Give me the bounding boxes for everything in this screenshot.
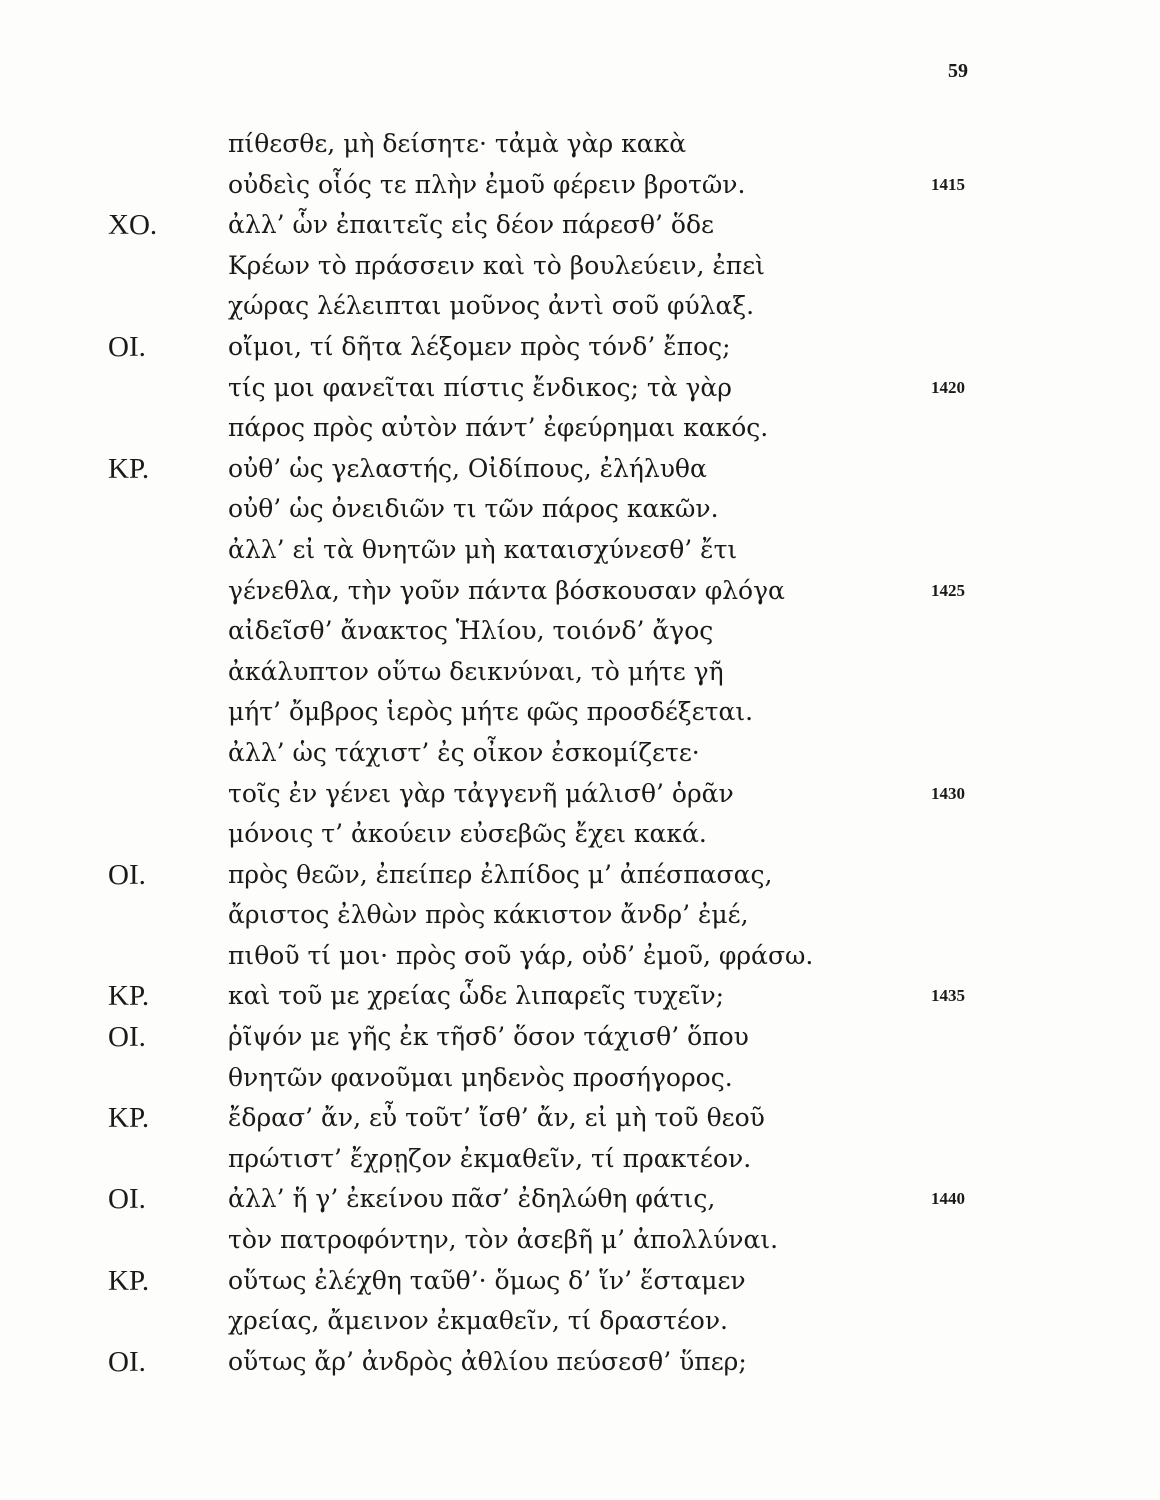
speaker-label: ΟΙ. — [108, 858, 146, 891]
page-number: 59 — [948, 60, 968, 82]
speaker-label: ΚΡ. — [108, 1102, 150, 1135]
line-number: 1430 — [931, 783, 965, 803]
speaker-label: ΟΙ. — [108, 1183, 146, 1216]
verse-line — [0, 1017, 1160, 1058]
verse-line — [0, 1261, 1160, 1302]
verse-text: χώρας λέλειπται μοῦνος ἀντὶ σοῦ φύλαξ. — [228, 291, 755, 321]
verse-line — [0, 1058, 1160, 1099]
speaker-label: ΟΙ. — [108, 1021, 146, 1054]
verse-line — [0, 571, 1160, 612]
verse-text: θνητῶν φανοῦμαι μηδενὸς προσήγορος. — [228, 1062, 733, 1092]
verse-text: πάρος πρὸς αὐτὸν πάντ’ ἐφεύρημαι κακός. — [228, 413, 769, 443]
verse-line — [0, 976, 1160, 1017]
verse-text: καὶ τοῦ με χρείας ὧδε λιπαρεῖς τυχεῖν; — [228, 981, 725, 1011]
verse-text: Κρέων τὸ πράσσειν καὶ τὸ βουλεύειν, ἐπεὶ — [228, 250, 765, 280]
speaker-label: ΚΡ. — [108, 980, 150, 1013]
verse-line — [0, 774, 1160, 815]
speaker-label: ΟΙ. — [108, 330, 146, 363]
verse-text: αἰδεῖσθ’ ἄνακτος Ἡλίου, τοιόνδ’ ἄγος — [228, 616, 714, 646]
verse-text: ἔδρασ’ ἄν, εὖ τοῦτ’ ἴσθ’ ἄν, εἰ μὴ τοῦ θεοῦ — [228, 1103, 765, 1133]
verse-line — [0, 530, 1160, 571]
speaker-label: ΚΡ. — [108, 452, 150, 485]
verse-text: τὸν πατροφόντην, τὸν ἀσεβῆ μ’ ἀπολλύναι. — [228, 1225, 779, 1255]
verse-text: πιθοῦ τί μοι· πρὸς σοῦ γάρ, οὐδ’ ἐμοῦ, φράσω. — [228, 940, 814, 970]
verse-text: μήτ’ ὄμβρος ἱερὸς μήτε φῶς προσδέξεται. — [228, 697, 754, 727]
verse-line — [0, 205, 1160, 246]
verse-text: μόνοις τ’ ἀκούειν εὐσεβῶς ἔχει κακά. — [228, 819, 707, 849]
verse-line — [0, 1139, 1160, 1180]
verse-text: ἄριστος ἐλθὼν πρὸς κάκιστον ἄνδρ’ ἐμέ, — [228, 900, 749, 930]
verse-text: οἴμοι, τί δῆτα λέξομεν πρὸς τόνδ’ ἔπος; — [228, 331, 731, 361]
verse-text: οὐθ’ ὡς ὀνειδιῶν τι τῶν πάρος κακῶν. — [228, 494, 719, 524]
verse-line — [0, 611, 1160, 652]
verse-text: χρείας, ἄμεινον ἐκμαθεῖν, τί δραστέον. — [228, 1306, 728, 1336]
verse-line — [0, 165, 1160, 206]
verse-line — [0, 936, 1160, 977]
speaker-label: ΚΡ. — [108, 1264, 150, 1297]
verse-text: ἀκάλυπτον οὕτω δεικνύναι, τὸ μήτε γῆ — [228, 656, 724, 686]
verse-line — [0, 733, 1160, 774]
verse-line — [0, 368, 1160, 409]
verse-line — [0, 489, 1160, 530]
verse-line — [0, 1342, 1160, 1383]
verse-line — [0, 652, 1160, 693]
verse-text: οὐθ’ ὡς γελαστής, Οἰδίπους, ἐλήλυθα — [228, 453, 707, 483]
verse-text: γένεθλα, τὴν γοῦν πάντα βόσκουσαν φλόγα — [228, 575, 785, 605]
verse-text: ἀλλ’ ὧν ἐπαιτεῖς εἰς δέον πάρεσθ’ ὅδε — [228, 210, 714, 240]
verse-line — [0, 246, 1160, 287]
verse-line — [0, 327, 1160, 368]
verse-text: οὕτως ἄρ’ ἀνδρὸς ἀθλίου πεύσεσθ’ ὕπερ; — [228, 1346, 747, 1376]
verse-line — [0, 1220, 1160, 1261]
verse-line — [0, 692, 1160, 733]
verse-line — [0, 1179, 1160, 1220]
verse-line — [0, 895, 1160, 936]
verse-text: οὕτως ἐλέχθη ταῦθ’· ὅμως δ’ ἵν’ ἕσταμεν — [228, 1265, 746, 1295]
verse-line — [0, 286, 1160, 327]
verse-text: ἀλλ’ εἰ τὰ θνητῶν μὴ καταισχύνεσθ’ ἔτι — [228, 534, 738, 564]
line-number: 1440 — [931, 1189, 965, 1209]
verse-lines — [0, 124, 1160, 1382]
line-number: 1425 — [931, 580, 965, 600]
verse-text: οὐδεὶς οἷός τε πλὴν ἐμοῦ φέρειν βροτῶν. — [228, 169, 746, 199]
verse-text: τίς μοι φανεῖται πίστις ἔνδικος; τὰ γὰρ — [228, 372, 733, 402]
verse-text: πίθεσθε, μὴ δείσητε· τἀμὰ γὰρ κακὰ — [228, 129, 687, 158]
speaker-label: ΟΙ. — [108, 1345, 146, 1378]
verse-line — [0, 408, 1160, 449]
line-number: 1435 — [931, 986, 965, 1006]
line-number: 1420 — [931, 377, 965, 397]
verse-line — [0, 124, 1160, 165]
verse-line — [0, 1301, 1160, 1342]
verse-text: ῥῖψόν με γῆς ἐκ τῆσδ’ ὅσον τάχισθ’ ὅπου — [228, 1022, 749, 1052]
line-number: 1415 — [931, 174, 965, 194]
speaker-label: ΧΟ. — [108, 209, 158, 242]
verse-text: ἀλλ’ ὡς τάχιστ’ ἐς οἶκον ἐσκομίζετε· — [228, 737, 700, 767]
verse-text: ἀλλ’ ἥ γ’ ἐκείνου πᾶσ’ ἐδηλώθη φάτις, — [228, 1184, 716, 1214]
verse-text: πρώτιστ’ ἔχρῃζον ἐκμαθεῖν, τί πρακτέον. — [228, 1143, 752, 1173]
verse-text: τοῖς ἐν γένει γὰρ τἀγγενῆ μάλισθ’ ὁρᾶν — [228, 778, 734, 808]
verse-text: πρὸς θεῶν, ἐπείπερ ἐλπίδος μ’ ἀπέσπασας, — [228, 859, 773, 889]
verse-line — [0, 855, 1160, 896]
verse-line — [0, 449, 1160, 490]
verse-line — [0, 1098, 1160, 1139]
verse-line — [0, 814, 1160, 855]
